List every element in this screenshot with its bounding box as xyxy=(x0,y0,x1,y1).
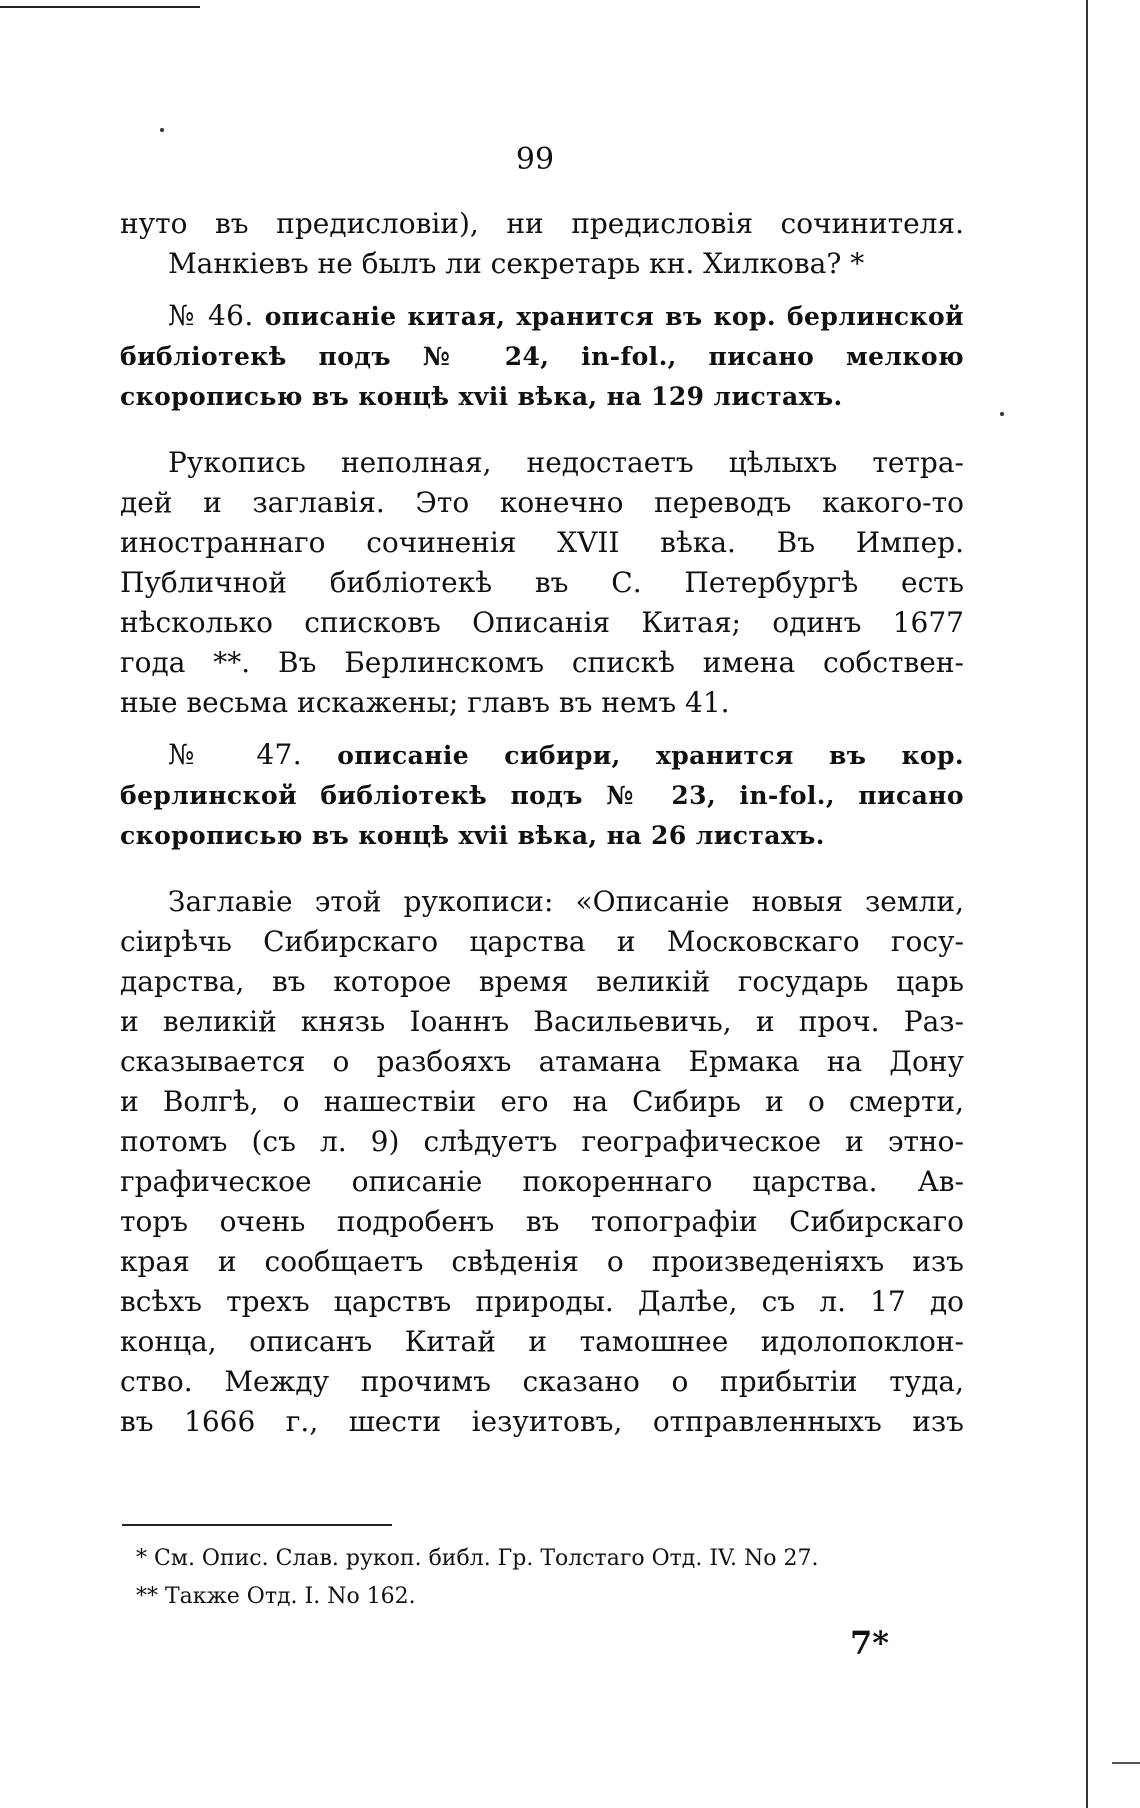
text-line: и великій князь Іоаннъ Васильевичь, и проч. Раз- xyxy=(120,1005,964,1038)
text-line: края и сообщаетъ свѣденія о произведеніяхъ изъ xyxy=(120,1245,964,1278)
footnote-1: * См. Опис. Слав. рукоп. библ. Гр. Толстаго Отд. IV. No 27. xyxy=(136,1546,819,1571)
text-line: года **. Въ Берлинскомъ спискѣ имена собствен- xyxy=(120,646,964,679)
text-line: дей и заглавія. Это конечно переводъ какого-то xyxy=(120,486,964,519)
signature-mark: 7* xyxy=(850,1624,889,1662)
entry-46-description: описаніе китая, хранится въ кор. берлинской библіотекѣ подъ № 24, in-fol., писано мелкою скорописью въ концѣ xvii вѣка, на 129 листахъ. xyxy=(120,302,964,411)
text-line: иностраннаго сочиненія XVII вѣка. Въ Импер. xyxy=(120,526,964,559)
text-line: всѣхъ трехъ царствъ природы. Далѣе, съ л. 17 до xyxy=(120,1285,964,1318)
text-line: Рукопись неполная, недостаетъ цѣлыхъ тетра- xyxy=(168,446,964,479)
text-line: конца, описанъ Китай и тамошнее идолопоклон- xyxy=(120,1325,964,1358)
entry-46-number: № 46. xyxy=(168,299,254,332)
text-line: графическое описаніе покореннаго царства. Ав- xyxy=(120,1165,964,1198)
spacer xyxy=(120,856,964,882)
text-line: потомъ (съ л. 9) слѣдуетъ географическое и этно- xyxy=(120,1125,964,1158)
entry-46-heading xyxy=(120,296,964,417)
intro-line-2: Манкіевъ не былъ ли секретарь кн. Хилкова? * xyxy=(168,247,865,280)
text-line: нѣсколько списковъ Описанія Китая; одинъ 1677 xyxy=(120,606,964,639)
text-line: ство. Между прочимъ сказано о прибытіи туда, xyxy=(120,1365,964,1398)
top-rule xyxy=(0,6,200,8)
text-line: ные весьма искажены; главъ въ немъ 41. xyxy=(120,686,730,719)
paragraph-47 xyxy=(120,882,964,1442)
paragraph-46 xyxy=(120,443,964,723)
page-number: 99 xyxy=(515,142,555,177)
entry-47-description: описаніе сибири, хранится въ кор. берлинской библіотекѣ подъ № 23, in-fol., писано скорописью въ концѣ xvii вѣка, на 26 листахъ. xyxy=(120,741,964,850)
footnotes xyxy=(136,1540,966,1616)
entry-47-heading xyxy=(120,735,964,856)
text-line: торъ очень подробенъ въ топографіи Сибирскаго xyxy=(120,1205,964,1238)
text-line: дарства, въ которое время великій государь царь xyxy=(120,965,964,998)
text-line: сказывается о разбояхъ атамана Ермака на Дону xyxy=(120,1045,964,1078)
text-line: сіирѣчь Сибирскаго царства и Московскаго госу- xyxy=(120,925,964,958)
print-speck xyxy=(1000,412,1004,416)
text-line: въ 1666 г., шести іезуитовъ, отправленныхъ изъ xyxy=(120,1405,964,1438)
entry-47-number: № 47. xyxy=(168,738,303,771)
footnote-2: ** Такжe Отд. I. No 162. xyxy=(136,1584,416,1609)
spacer xyxy=(120,417,964,443)
text-line: Заглавіе этой рукописи: «Описаніе новыя земли, xyxy=(168,885,964,918)
margin-dash xyxy=(1112,1762,1140,1764)
footnote-rule xyxy=(122,1524,392,1526)
page-edge-rule xyxy=(1086,0,1088,1808)
print-speck xyxy=(160,128,164,132)
intro-line-1: нуто въ предисловіи), ни предисловія сочинителя. xyxy=(120,207,964,240)
text-line: Публичной библіотекѣ въ С. Петербургѣ есть xyxy=(120,566,964,599)
text-line: и Волгѣ, о нашествіи его на Сибирь и о смерти, xyxy=(120,1085,964,1118)
page-body xyxy=(120,204,964,1442)
